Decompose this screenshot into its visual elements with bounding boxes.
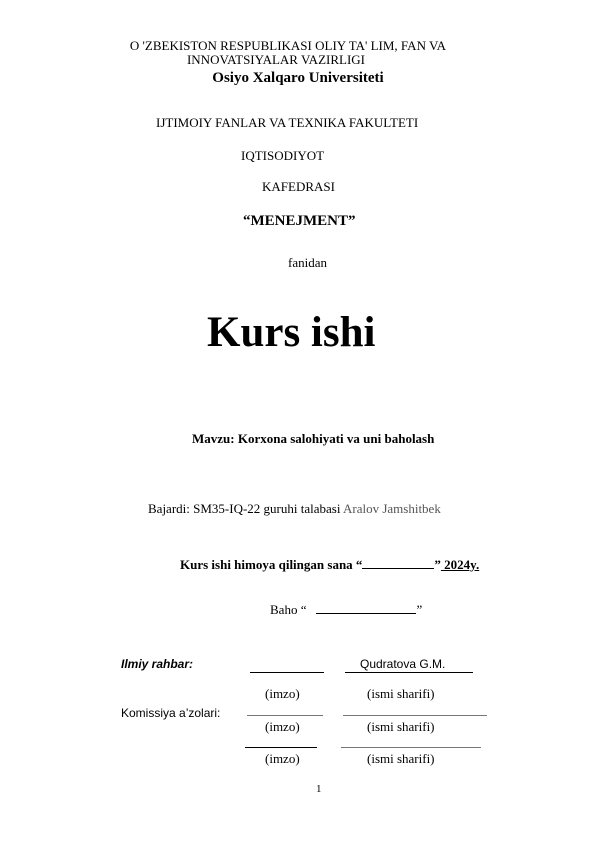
university-name: Osiyo Xalqaro Universiteti xyxy=(212,70,384,86)
sign-caption-3: (imzo) xyxy=(265,751,300,766)
sign-caption-1: (imzo) xyxy=(265,686,300,701)
performer-line xyxy=(148,501,441,517)
supervisor-sign-line xyxy=(250,672,324,673)
subject-suffix: fanidan xyxy=(288,255,327,270)
defense-year: 2024y. xyxy=(440,557,480,572)
ministry-line-1: O 'ZBEKISTON RESPUBLIKASI OLIY TA' LIM, FAN VA xyxy=(129,38,447,53)
grade-blank xyxy=(316,601,416,614)
defense-close-quote: ” xyxy=(434,557,441,572)
name-caption-3: (ismi sharifi) xyxy=(367,751,435,766)
sign-caption-2: (imzo) xyxy=(265,719,300,734)
supervisor-name-line xyxy=(345,672,473,673)
supervisor-label: Ilmiy rahbar: xyxy=(121,657,194,671)
topic: Mavzu: Korxona salohiyati va uni baholash xyxy=(192,431,435,446)
commission-sign-line-2 xyxy=(245,747,317,748)
department-label: KAFEDRASI xyxy=(262,179,335,194)
ministry-line-2: INNOVATSIYALAR VAZIRLIGI xyxy=(186,52,366,67)
page-number: 1 xyxy=(316,783,322,795)
commission-name-line-2 xyxy=(341,747,481,748)
defense-text: Kurs ishi himoya qilingan sana “ xyxy=(180,557,363,572)
performer-name: Aralov Jamshitbek xyxy=(342,501,441,516)
defense-line xyxy=(180,556,479,573)
subject-name: “MENEJMENT” xyxy=(243,213,356,229)
grade-label: Baho “ xyxy=(270,602,307,617)
faculty-name: IJTIMOIY FANLAR VA TEXNIKA FAKULTETI xyxy=(156,115,419,130)
department-name: IQTISODIYOT xyxy=(241,148,325,163)
commission-sign-line-1 xyxy=(247,715,323,716)
commission-label: Komissiya a’zolari: xyxy=(121,706,221,720)
supervisor-name: Qudratova G.M. xyxy=(360,657,446,671)
commission-name-line-1 xyxy=(343,715,487,716)
name-caption-1: (ismi sharifi) xyxy=(367,686,435,701)
name-caption-2: (ismi sharifi) xyxy=(367,719,435,734)
defense-date-blank xyxy=(362,556,434,569)
grade-close-quote: ” xyxy=(416,602,423,617)
document-title: Kurs ishi xyxy=(207,309,376,356)
grade-line xyxy=(270,601,422,618)
performer-label: Bajardi: SM35-IQ-22 guruhi talabasi xyxy=(148,501,341,516)
